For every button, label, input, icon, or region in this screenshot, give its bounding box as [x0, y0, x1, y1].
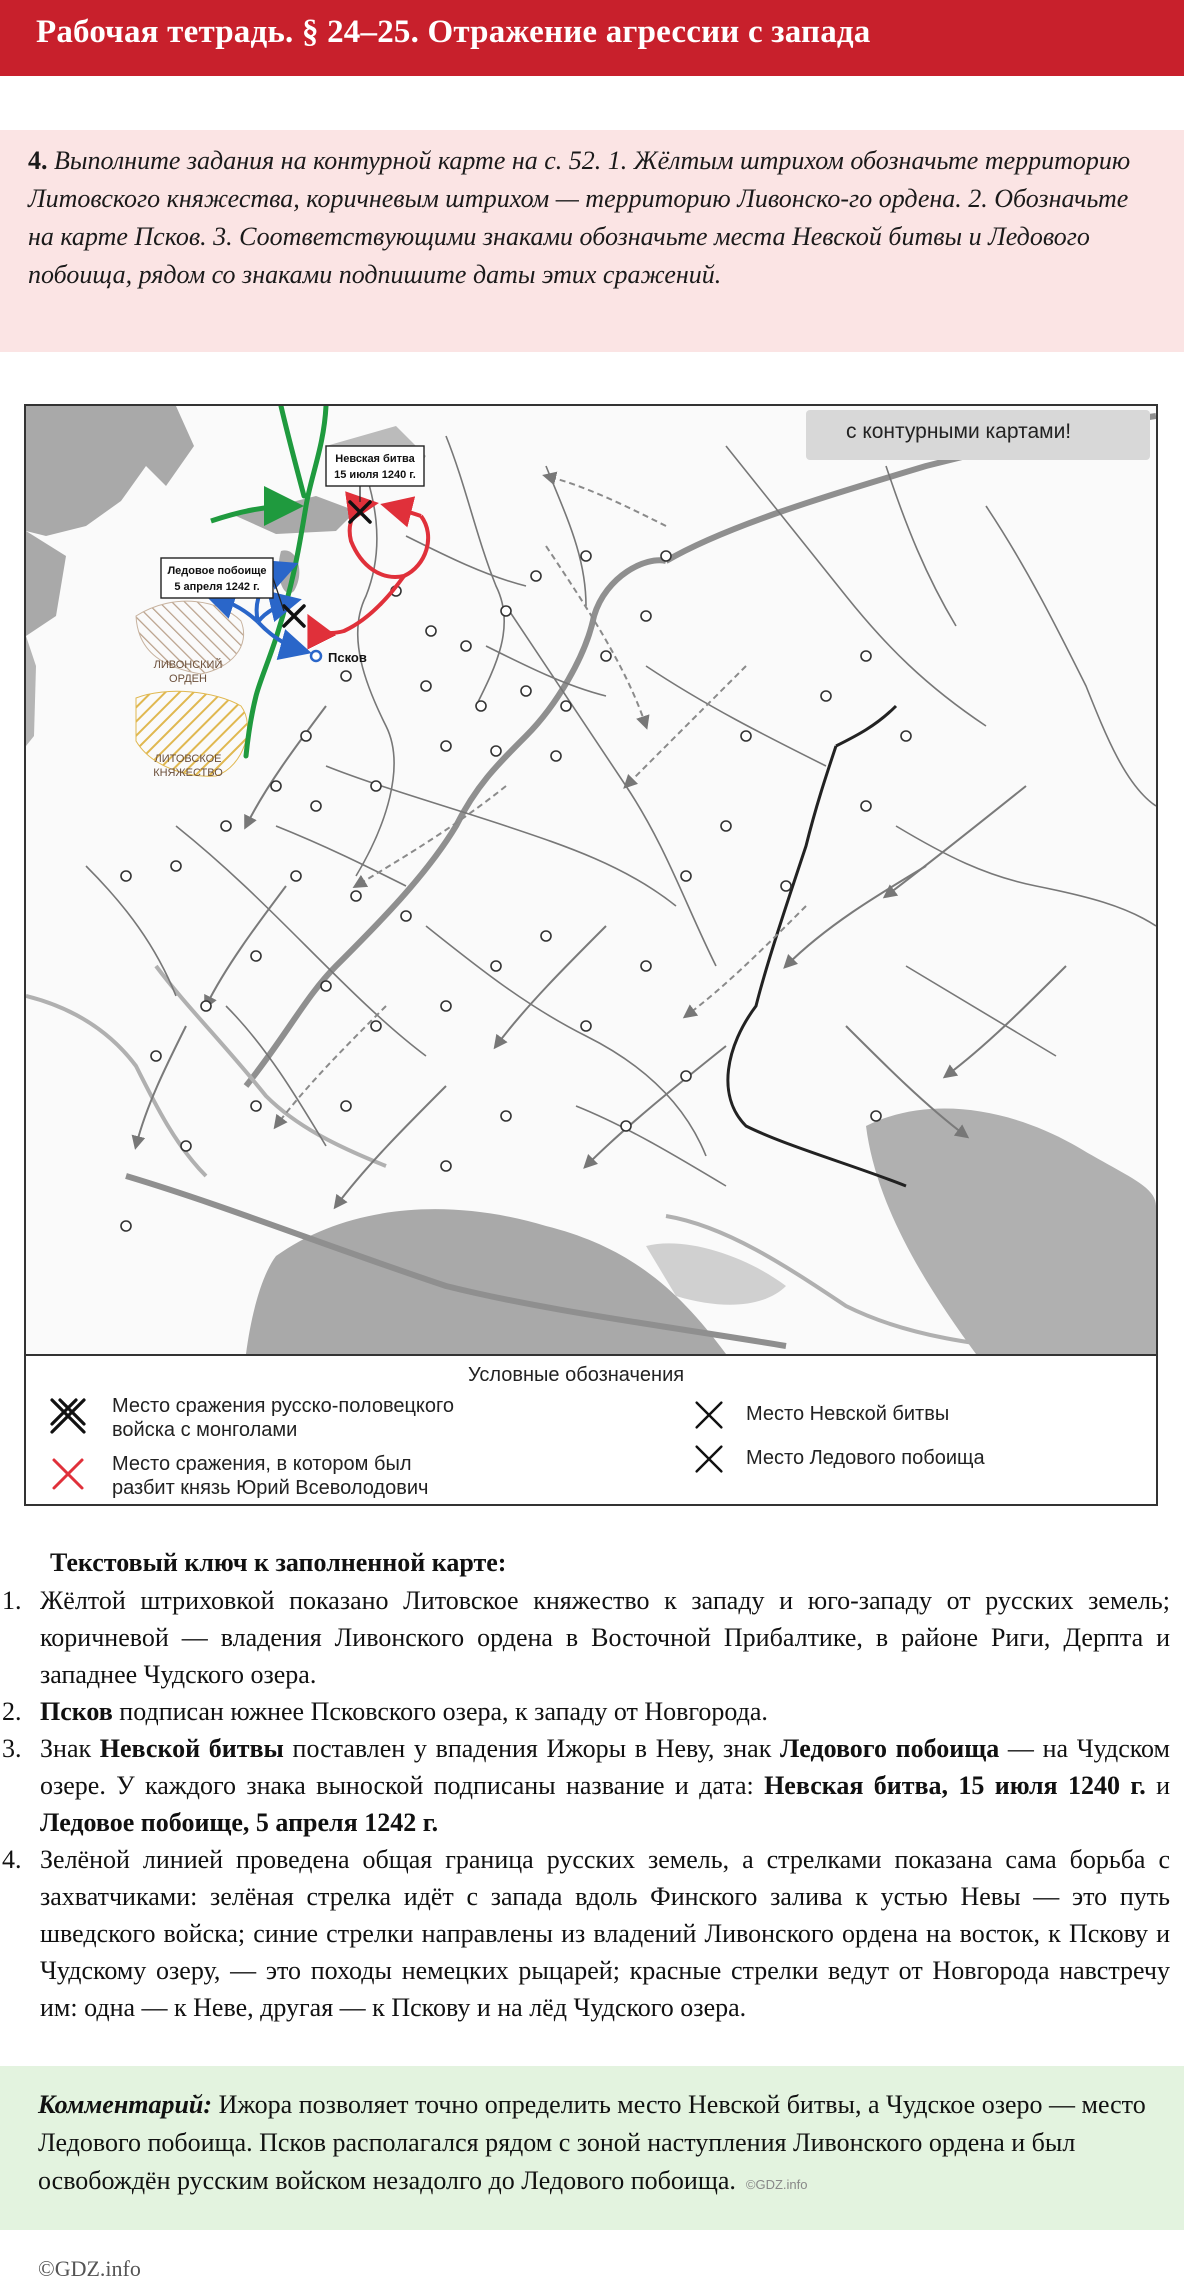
key-item-text: Знак — [40, 1734, 100, 1763]
legend-item-neva — [692, 1398, 949, 1432]
lithuanian-label-2: КНЯЖЕСТВО — [153, 767, 223, 779]
task-block — [0, 130, 1184, 352]
legend-item-ice — [692, 1442, 985, 1476]
key-item-text: Жёлтой штриховкой показано Литовское княжество к западу и юго-западу от русских земель; коричневой — владения Ливонского ордена в Восточной Прибалтике, в районе Риги, Дерпта и западнее Чудского озера. — [40, 1586, 1170, 1689]
pskov-label: Псков — [328, 650, 367, 665]
task-text: Выполните задания на контурной карте на с. 52. 1. Жёлтым штрихом обозначьте территорию Литовского княжества, коричневым штрихом — территорию Ливонско-го ордена. 2. Обозначьте на карте Псков. 3. Соответствующими знаками обозначьте места Невской битвы и Ледового побоища, рядом со знаками подпишите даты этих сражений. — [28, 146, 1131, 289]
comment-label: Комментарий: — [38, 2090, 213, 2119]
key-item-text: Зелёной линией проведена общая граница русских земель, а стрелками показана сама борьба с захватчиками: зелёная стрелка идёт с запада вдоль Финского залива к устью Невы — это путь шведского войска; синие стрелки направлены из владений Ливонского ордена на восток, к Пскову и Чудскому озеру, — это походы немецких рыцарей; красные стрелки ведут от Новгорода навстречу им: одна — к Неве, другая — к Пскову и на лёд Чудского озера. — [40, 1845, 1170, 2022]
page-header — [0, 0, 1184, 76]
map-canvas — [26, 406, 1156, 1354]
key-item-bold-text: Ледового побоища — [780, 1734, 1000, 1763]
ice-callout-line2: 5 апреля 1242 г. — [174, 581, 260, 593]
map-legend — [26, 1354, 1156, 1504]
legend-title: Условные обозначения — [468, 1364, 685, 1386]
neva-callout — [326, 446, 424, 502]
key-item — [0, 1693, 1184, 1730]
key-item-text: — на Чудском озере. У каждого знака выноской подписаны название и дата: — [40, 1734, 1170, 1800]
contour-maps-badge — [806, 410, 1150, 460]
key-item — [0, 1841, 1184, 2026]
neva-callout-line2: 15 июля 1240 г. — [334, 469, 416, 481]
key-item-bold-text: Невская битва, 15 июля 1240 г. — [764, 1771, 1146, 1800]
key-item — [0, 1582, 1184, 1693]
task-number: 4. — [28, 146, 48, 175]
legend-item-mongol-battle-l2: войска с монголами — [112, 1419, 298, 1441]
livonian-label-1: ЛИВОНСКИЙ — [153, 659, 223, 671]
key-item-text: и — [1145, 1771, 1170, 1800]
key-item-text: подписан южнее Псковского озера, к западу от Новгорода. — [112, 1697, 768, 1726]
legend-item-yuri-battle — [46, 1452, 428, 1500]
hatched-regions — [136, 601, 248, 776]
sea-areas — [26, 406, 1156, 1354]
key-item-bold-text: Псков — [40, 1697, 113, 1726]
contour-map — [24, 404, 1158, 1506]
key-item-number: 2. — [2, 1697, 22, 1726]
key-title: Текстовый ключ к заполненной карте: — [50, 1548, 507, 1577]
key-item-number: 4. — [2, 1845, 22, 1874]
contour-maps-badge-text: с контурными картами! — [846, 420, 1072, 443]
legend-item-ice-text: Место Ледового побоища — [746, 1447, 985, 1469]
key-item-number: 1. — [2, 1586, 22, 1615]
legend-item-yuri-battle-l1: Место сражения, в котором был — [112, 1453, 412, 1475]
comment-watermark: ©GDZ.info — [745, 2177, 808, 2192]
key-item — [0, 1730, 1184, 1841]
lithuanian-label-1: ЛИТОВСКОЕ — [154, 753, 222, 765]
red-cross-icon — [46, 1452, 90, 1496]
legend-item-mongol-battle-l1: Место сражения русско-половецкого — [112, 1395, 454, 1417]
neva-callout-line1: Невская битва — [335, 453, 415, 465]
ice-callout-line1: Ледовое побоище — [167, 565, 267, 577]
pskov-dot — [311, 651, 321, 661]
page-title: Рабочая тетрадь. § 24–25. Отражение агрессии с запада — [36, 14, 871, 50]
legend-item-mongol-battle — [46, 1394, 454, 1442]
key-item-number: 3. — [2, 1734, 22, 1763]
legend-item-yuri-battle-l2: разбит князь Юрий Всеволодович — [112, 1477, 429, 1499]
double-cross-icon — [46, 1394, 90, 1438]
key-item-bold-text: Ледовое побоище, 5 апреля 1242 г. — [40, 1808, 439, 1837]
cross-icon — [692, 1398, 726, 1432]
comment-text: Ижора позволяет точно определить место Невской битвы, а Чудское озеро — место Ледового побоища. Псков располагался рядом с зоной наступления Ливонского ордена и был освобождён русским войском незадолго до Ледового побоища. — [38, 2090, 1146, 2195]
footer-copyright: ©GDZ.info — [38, 2256, 141, 2281]
legend-item-neva-text: Место Невской битвы — [746, 1403, 950, 1425]
key-item-bold-text: Невской битвы — [99, 1734, 284, 1763]
cross-icon — [692, 1442, 726, 1476]
key-list — [0, 1582, 1184, 2026]
ice-battle-icon — [284, 606, 304, 626]
key-item-text: поставлен у впадения Ижоры в Неву, знак — [283, 1734, 781, 1763]
comment-block — [0, 2066, 1184, 2230]
livonian-label-2: ОРДЕН — [169, 673, 207, 685]
